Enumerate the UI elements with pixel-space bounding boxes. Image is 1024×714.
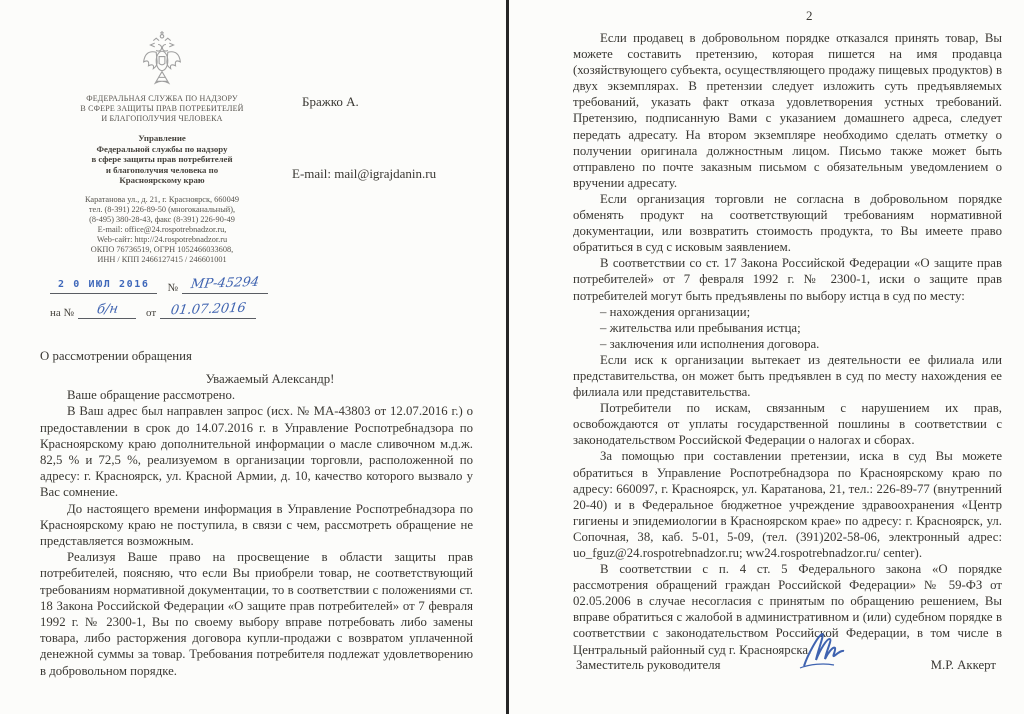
handwritten-signature-icon [794,626,858,672]
contact-line: Web-сайт: http://24.rospotrebnadzor.ru [96,234,228,244]
page-divider [506,0,509,714]
contact-line: Каратанова ул., д. 21, г. Красноярск, 660049 [84,194,240,204]
date-stamp: 2 0 ИЮЛ 2016 [50,279,157,294]
contact-line: (8-495) 380-28-43, факс (8-391) 226-90-49 [89,214,235,224]
org-name-line: Красноярскому краю [119,175,205,186]
page1-body [40,371,473,679]
list-item: – жительства или пребывания истца; [600,320,801,335]
contact-line: тел. (8-391) 226-89-50 (многоканальный), [88,204,236,214]
number-label: № [167,281,178,294]
list-item: – заключения или исполнения договора. [600,336,820,351]
org-name-line: и благополучия человека по [105,164,219,175]
paragraph: Если продавец в добровольном порядке отказался принять товар, Вы можете составить претензию, которая пишется на имя продавца (хозяйствующего субъекта, осуществляющего продажу пищевых продуктов) в двух экземплярах. В претензии следует изложить суть предъявляемых требований, указать факт отказа удовлетворения устных требований. Претензию, подписанную Вами с указанием домашнего адреса, следует передать адресату. На втором экземпляре необходимо сделать отметку о получении оригинала должностным лицом. Письмо также может быть отправлено по почте заказным письмом с обязательным уведомлением о вручении адресату. [573,31,1002,190]
outgoing-number-row [34,274,290,294]
contact-line: ИНН / КПП 2466127415 / 246601001 [97,254,227,264]
ref-date-value [160,302,256,319]
letter-subject: О рассмотрении обращения [40,349,192,363]
paragraph: В соответствии со ст. 17 Закона Российской Федерации «О защите прав потребителей» от 7 февраля 1992 г. № 2300-1, иски о защите прав потребителей могут быть предъявлены по выбору истца в суд по месту: [573,256,1002,303]
contact-line: E-mail: office@24.rospotrebnadzor.ru, [97,224,227,234]
ref-number-value [78,302,136,319]
signature-block [576,640,996,690]
page2-body [573,30,1002,658]
signature-area [720,640,930,690]
addressee-name: Бражко А. [302,94,359,109]
org-name-line: Федеральной службы по надзору [96,143,228,154]
agency-name-line: И БЛАГОПОЛУЧИЯ ЧЕЛОВЕКА [101,114,223,123]
org-name-line: в сфере защиты прав потребителей [91,154,233,165]
paragraph: За помощью при составлении претензии, иска в суд Вы можете обратиться в Управление Роспотребнадзора по Красноярскому краю по адресу: 660097, г. Красноярск, ул. Каратанова, 21, тел.: 226-89-77 (внутренний 20-40) и в Федеральное бюджетное учреждение здравоохранения «Центр гигиены и эпидемиологии в Красноярском крае» по адресу: г. Красноярск, ул. Сопочная, 38, каб. 5-01, 5-09, (тел. (391)202-58-06, электронный адрес: uo_fguz@24.rospotrebnadzor.ru; ww24.rospotrebnadzor.ru/ center). [573,449,1002,560]
handwritten-ref-date: 01.07.2016 [169,300,247,319]
paragraph: Ваше обращение рассмотрено. [67,388,236,403]
paragraph: До настоящего времени информация в Управление Роспотребнадзора по Красноярскому краю не поступила, в связи с чем, рассмотреть обращение не представляется возможным. [40,501,473,549]
agency-name-line: ФЕДЕРАЛЬНАЯ СЛУЖБА ПО НАДЗОРУ [86,94,238,103]
ref-label: на № [50,306,75,319]
letterhead [34,30,290,319]
handwritten-ref-number: б/н [95,301,119,318]
russian-coat-of-arms-icon [141,30,183,88]
handwritten-number: МР-45294 [189,274,261,293]
paragraph: Реализуя Ваше право на просвещение в области защиты прав потребителей, поясняю, что если Вы приобрели товар, не соответствующий требованиям нормативной документации, то в соответствии с положениями ст. 18 Закона Российской Федерации «О защите прав потребителей» от 7 февраля 1992 г. № 2300-1, Вы по своему выбору вправе потребовать либо замены товара, либо расторжения договора купли-продажи с возвратом уплаченной денежной суммы за товар. Требования потребителя подлежат удовлетворению в добровольном порядке. [40,550,473,678]
signer-position: Заместитель руководителя [576,657,721,672]
org-name-line: Управление [138,133,186,143]
paragraph: Потребители по искам, связанным с нарушением их прав, освобождаются от уплаты государственной пошлины в соответствии с законодательством Российской Федерации о налогах и сборах. [573,401,1002,448]
paragraph: Если организация торговли не согласна в добровольном порядке обменять продукт на соответствующий требованиям нормативной документации, или возвратить стоимость продукта, то Вы имеете право обратиться в суд с исковым заявлением. [573,191,1002,255]
agency-name-line: В СФЕРЕ ЗАЩИТЫ ПРАВ ПОТРЕБИТЕЛЕЙ [80,104,244,113]
paragraph: В Ваш адрес был направлен запрос (исх. № МА-43803 от 12.07.2016 г.) о предоставлении в срок до 14.07.2016 г. в Управление Роспотребнадзора по Красноярскому краю дополнительной информации о масле сливочном м.д.ж. 82,5 % и 72,5 %, реализуемом в организации торговли, расположенной по адресу: г. Красноярск, ул. Красной Армии, д. 10, качество которого вызвало у Вас сомнение. [40,404,473,500]
org-name-block [34,133,290,186]
signer-name: М.Р. Аккерт [930,657,996,672]
outgoing-number-value [182,274,268,294]
paragraph: Если иск к организации вытекает из деятельности ее филиала или представительства, он может быть предъявлен в суд по месту нахождения ее филиала или представительства. [573,352,1002,400]
contact-block [34,195,290,265]
contact-line: ОКПО 76736519, ОГРН 1052466033608, [90,244,234,254]
list-item: – нахождения организации; [600,304,751,319]
paragraph: В соответствии с п. 4 ст. 5 Федерального закона «О порядке рассмотрения обращений граждан Российской Федерации» № 59-ФЗ от 02.05.2006 в случае несогласия с принятым по обращению решением, Вы вправе обратиться с жалобой в административном и (или) судебном порядке в соответствии с законодательством Российской Федерации, в том числе в Центральный районный суд г. Красноярска. [573,562,1002,657]
salutation: Уважаемый Александр! [205,372,335,386]
ref-from-label: от [146,306,157,319]
page-number: 2 [806,8,813,23]
addressee-email: E-mail: mail@igrajdanin.ru [292,166,437,181]
incoming-reference-row [34,302,290,319]
